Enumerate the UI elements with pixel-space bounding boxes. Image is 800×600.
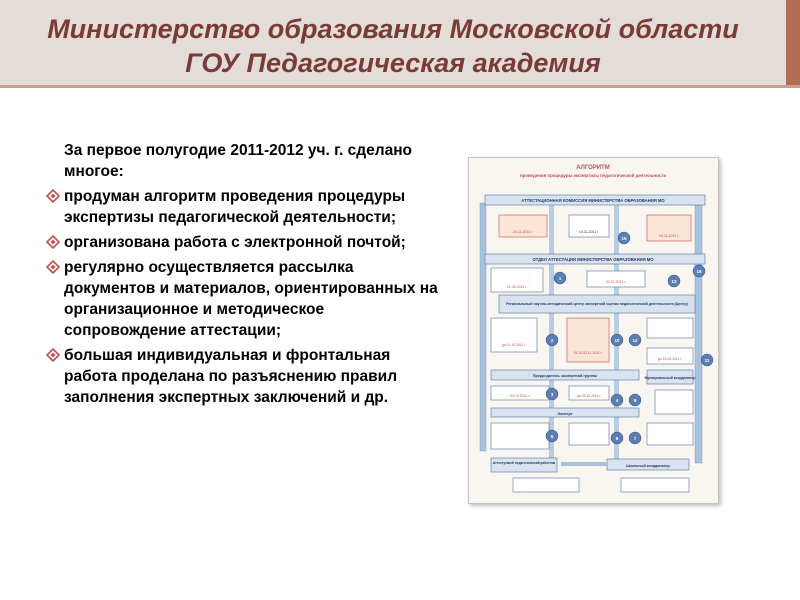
date-label: 01.11.2011 г. (605, 280, 627, 284)
step-box (621, 478, 689, 492)
diamond-bullet-icon (46, 189, 60, 203)
regional-center-label: Региональный научно-методический центр экспертной оценки педагогической деятельности (Центр) (506, 302, 688, 306)
step-number: 2 (550, 338, 554, 343)
step-number: 5 (550, 434, 554, 439)
municipal-coordinator-label: Муниципальный координатор (644, 376, 696, 380)
right-flow-arrow (695, 203, 702, 463)
step-number: 16 (696, 269, 702, 274)
step-box (647, 318, 693, 338)
step-number: 4 (615, 398, 619, 403)
header-divider (0, 85, 800, 88)
left-flow-arrow (480, 203, 486, 451)
expert-label: Эксперт (557, 412, 573, 416)
diagram-title: АЛГОРИТМ (576, 165, 610, 171)
date-label: 04.11.2011 г. (658, 234, 680, 238)
diagram-subtitle: проведения процедуры экспертизы педагогической деятельности (519, 173, 667, 178)
bullet-item-text: регулярно осуществляется рассылка документов и материалов, ориентированных на организационное и методическое сопровождение аттестации; (64, 259, 438, 339)
step-number: 12 (632, 338, 638, 343)
commission-label: АТТЕСТАЦИОННАЯ КОМИССИЯ МИНИСТЕРСТВА ОБРАЗОВАНИЯ МО (521, 198, 665, 203)
step-box (647, 423, 693, 445)
bullet-item (52, 186, 442, 228)
step-box (569, 423, 609, 445)
step-number: 13 (671, 279, 677, 284)
step-number: 7 (633, 436, 637, 441)
date-label: 14.11.2011 г. (578, 230, 600, 234)
expert-group-chair-label: Председатель экспертной группы (532, 374, 598, 378)
step-number: 10 (614, 338, 620, 343)
diamond-bullet-icon (46, 348, 60, 362)
step-number: 1 (558, 276, 562, 281)
algorithm-flowchart (469, 158, 718, 503)
date-label: 03.10.2011 г. (510, 394, 530, 398)
attested-worker-label: Аттестуемый педагогический работник (492, 461, 556, 465)
lead-paragraph: За первое полугодие 2011-2012 уч. г. сделано многое: (64, 142, 413, 180)
step-box (647, 348, 693, 364)
date-label: до 25.10.2011 г. (657, 357, 683, 361)
step-box (491, 423, 549, 449)
date-label: до 01.10.2011 г. (501, 343, 527, 347)
step-box (513, 478, 579, 492)
date-label: 31.10-02.11.2011 г. (573, 351, 603, 355)
bullet-item (52, 232, 442, 253)
step-box (587, 271, 645, 287)
bullet-item-text: большая индивидуальная и фронтальная работа проделана по разъяснению правил заполнения экспертных заключений и др. (64, 347, 398, 406)
bullet-item-text: организована работа с электронной почтой; (64, 234, 406, 251)
step-number: 11 (704, 358, 710, 363)
header-accent-bar (786, 0, 800, 88)
step-number: 9 (633, 398, 637, 403)
bullet-item (52, 345, 442, 408)
step-box (567, 318, 609, 362)
step-box (655, 390, 693, 414)
step-number: 15 (621, 236, 627, 241)
slide-title-ministry: Министерство образования Московской области (47, 14, 739, 44)
date-label: 24.11.2011 г. (512, 230, 534, 234)
bullet-item (52, 257, 442, 341)
diamond-bullet-icon (46, 260, 60, 274)
horizontal-flow-arrow (561, 462, 607, 466)
diamond-bullet-icon (46, 235, 60, 249)
algorithm-diagram (468, 157, 719, 504)
step-number: 6 (615, 436, 619, 441)
slide-title-academy: ГОУ Педагогическая академия (185, 48, 601, 78)
bullet-item-text: продуман алгоритм проведения процедуры экспертизы педагогической деятельности; (64, 188, 406, 226)
date-label: до 05.10.2011 г. (576, 394, 602, 398)
school-coordinator-label: Школьный координатор (626, 464, 670, 468)
content-text-block (52, 140, 442, 412)
step-number: 3 (550, 392, 554, 397)
date-label: 21.09.2011 г. (506, 285, 528, 289)
department-label: ОТДЕЛ АТТЕСТАЦИИ МИНИСТЕРСТВА ОБРАЗОВАНИЯ МО (532, 257, 654, 262)
